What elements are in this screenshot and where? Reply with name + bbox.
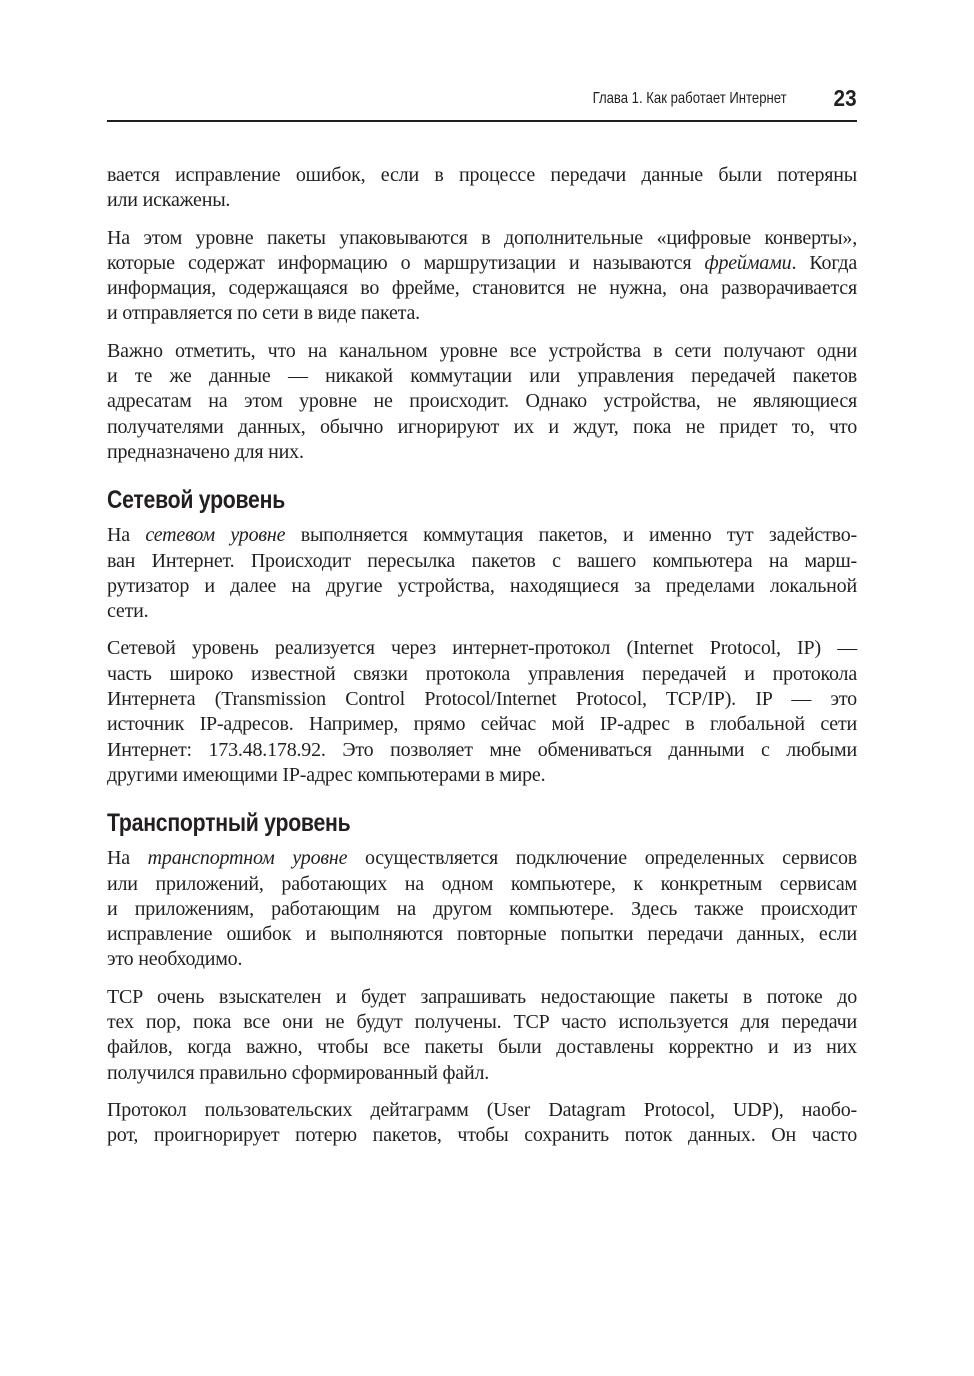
text-run: На	[107, 847, 148, 870]
paragraph	[107, 523, 857, 624]
emphasis-term: транспортном уровне	[147, 847, 348, 870]
text-line: TCP очень взыскателен и будет запрашивать недостающие пакеты в потоке до	[107, 985, 857, 1008]
text-line	[107, 523, 857, 548]
text-line: Протокол пользовательских дейтаграмм (User Datagram Protocol, UDP), наобо-	[107, 1098, 857, 1121]
text-line: Интернет: 173.48.178.92. Это позволяет мне обмениваться данными с любыми	[107, 738, 857, 761]
text-run: которые содержат информацию о маршрутизации и называются	[107, 251, 705, 274]
text-line: часть широко известной связки протокола управления передачей и протокола	[107, 662, 857, 685]
text-line: сети.	[107, 600, 149, 623]
text-line: и те же данные — никакой коммутации или управления передачей пакетов	[107, 365, 857, 388]
text-line: или искажены.	[107, 189, 231, 212]
paragraph	[107, 846, 857, 972]
text-line: адресатам на этом уровне не происходит. Однако устройства, не являющиеся	[107, 390, 857, 413]
text-run: На	[107, 524, 146, 547]
text-line: это необходимо.	[107, 948, 243, 971]
text-line: рот, проигнорирует потерю пакетов, чтобы сохранить поток данных. Он часто	[107, 1124, 857, 1147]
paragraph	[107, 339, 857, 465]
text-line: вается исправление ошибок, если в процессе передачи данные были потеряны	[107, 164, 857, 186]
text-line	[107, 846, 857, 871]
text-line: получателями данных, обычно игнорируют их и ждут, пока не придет то, что	[107, 415, 857, 438]
text-line: или приложений, работающих на одном компьютере, к конкретным сервисам	[107, 872, 857, 895]
text-line: и приложениям, работающим на другом компьютере. Здесь также происходит	[107, 897, 857, 920]
page-number: 23	[833, 85, 857, 111]
text-line: предназначено для них.	[107, 440, 304, 463]
text-line: На этом уровне пакеты упаковываются в дополнительные «цифровые конверты»,	[107, 226, 857, 249]
text-run: выполняется коммутация пакетов, и именно тут задейство-	[285, 524, 857, 547]
running-title: Глава 1. Как работает Интернет	[592, 90, 787, 107]
paragraph	[107, 1098, 857, 1149]
text-line: другими имеющими IP-адрес компьютерами в мире.	[107, 763, 546, 786]
text-line: и отправляется по сети в виде пакета.	[107, 302, 420, 325]
paragraph	[107, 985, 857, 1086]
text-line: ван Интернет. Происходит пересылка пакетов с вашего компьютера на марш-	[107, 549, 857, 572]
text-line: источник IP-адресов. Например, прямо сейчас мой IP-адрес в глобальной сети	[107, 713, 857, 736]
paragraph	[107, 636, 857, 788]
emphasis-term: фреймами	[704, 251, 792, 274]
text-run: осуществляется подключение определенных сервисов	[347, 847, 857, 870]
text-run: . Когда	[791, 251, 857, 274]
text-line: файлов, когда важно, чтобы все пакеты были доставлены корректно и из них	[107, 1036, 857, 1059]
text-line: Сетевой уровень реализуется через интернет-протокол (Internet Protocol, IP) —	[107, 637, 857, 660]
text-line: информация, содержащаяся во фрейме, становится не нужна, она разворачивается	[107, 277, 857, 300]
paragraph	[107, 163, 857, 214]
paragraph	[107, 226, 857, 327]
section-heading-network-layer: Сетевой уровень	[107, 486, 286, 515]
text-line: тех пор, пока все они не будут получены. TCP часто используется для передачи	[107, 1011, 857, 1034]
text-line: Важно отметить, что на канальном уровне все устройства в сети получают одни	[107, 339, 857, 362]
page-header	[107, 84, 857, 122]
text-line: рутизатор и далее на другие устройства, находящиеся за пределами локальной	[107, 574, 857, 597]
text-line	[107, 251, 857, 276]
text-line: получился правильно сформированный файл.	[107, 1061, 490, 1084]
text-line: исправление ошибок и выполняются повторные попытки передачи данных, если	[107, 923, 857, 946]
section-heading-transport-layer: Транспортный уровень	[107, 809, 351, 838]
page-body	[107, 163, 857, 1161]
text-line: Интернета (Transmission Control Protocol/Internet Protocol, TCP/IP). IP — это	[107, 688, 857, 711]
emphasis-term: сетевом уровне	[145, 524, 286, 547]
